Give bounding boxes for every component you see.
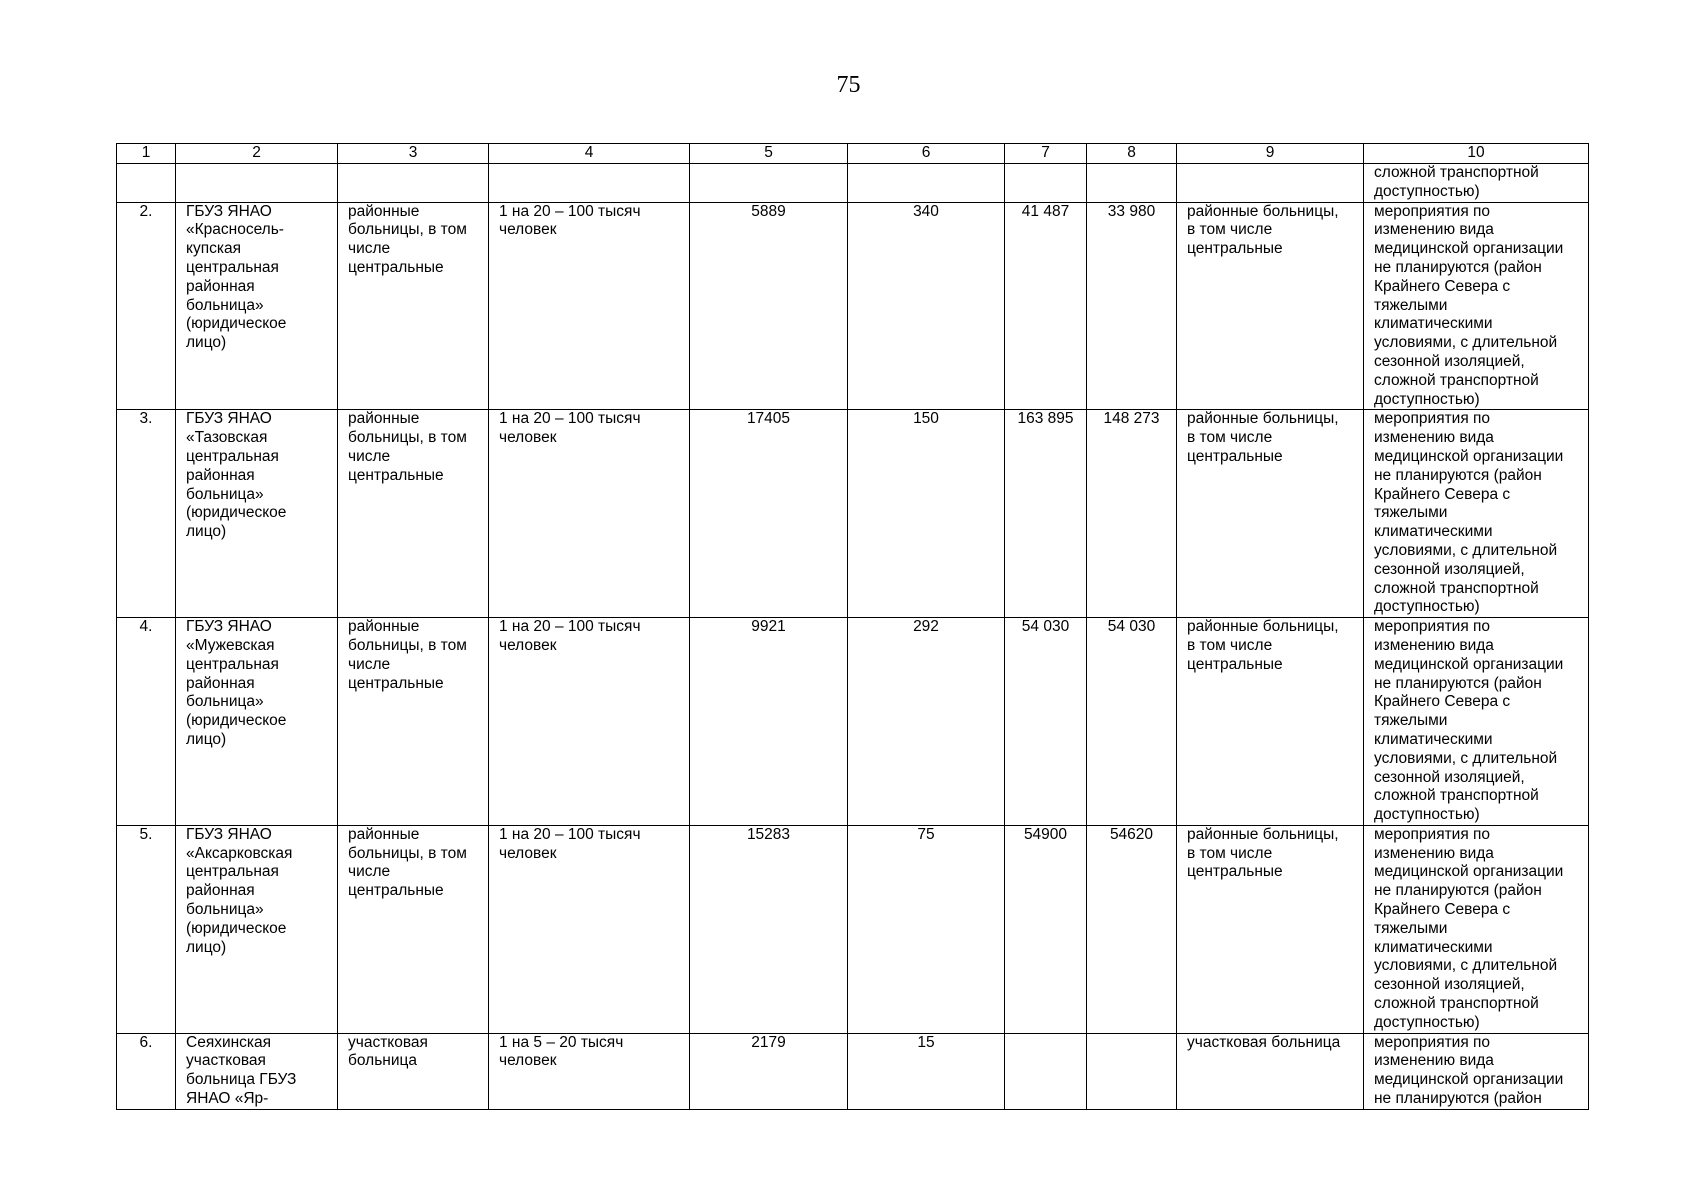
value-col6: 150: [848, 410, 1005, 618]
notes-cell: сложной транспортной доступностью): [1364, 164, 1589, 203]
column-header: 7: [1005, 144, 1087, 164]
row-number: 3.: [117, 410, 176, 618]
column-header: 5: [690, 144, 848, 164]
target-type: районные больницы, в том числе центральные: [1177, 410, 1364, 618]
column-header: 6: [848, 144, 1005, 164]
empty-cell: [690, 164, 848, 203]
organization-name: Сеяхинская участковая больница ГБУЗ ЯНАО «Яр-: [176, 1033, 338, 1109]
norm-cell: 1 на 5 – 20 тысяч человек: [489, 1033, 690, 1109]
column-header: 9: [1177, 144, 1364, 164]
value-col8: 54620: [1087, 825, 1177, 1033]
norm-cell: 1 на 20 – 100 тысяч человек: [489, 410, 690, 618]
page-number: 75: [836, 72, 861, 98]
notes-cell: мероприятия по изменению вида медицинской организации не планируются (район Крайнего Севера с тяжелыми климатическими условиями, с длительной сезонной изоляцией, сложной транспортной доступностью): [1364, 825, 1589, 1033]
empty-cell: [1087, 164, 1177, 203]
value-col6: 75: [848, 825, 1005, 1033]
continuation-row: [117, 164, 1589, 203]
organization-type: участковая больница: [338, 1033, 489, 1109]
hospital-table: [116, 143, 1589, 1110]
value-col8: 54 030: [1087, 618, 1177, 826]
value-col7: 54900: [1005, 825, 1087, 1033]
empty-cell: [176, 164, 338, 203]
column-header: 3: [338, 144, 489, 164]
column-header: 4: [489, 144, 690, 164]
column-header: 8: [1087, 144, 1177, 164]
target-type: районные больницы, в том числе центральные: [1177, 825, 1364, 1033]
column-number-row: [117, 144, 1589, 164]
norm-cell: 1 на 20 – 100 тысяч человек: [489, 618, 690, 826]
notes-cell: мероприятия по изменению вида медицинской организации не планируются (район Крайнего Севера с тяжелыми климатическими условиями, с длительной сезонной изоляцией, сложной транспортной доступностью): [1364, 618, 1589, 826]
value-col5: 5889: [690, 202, 848, 410]
row-number: 4.: [117, 618, 176, 826]
organization-type: районные больницы, в том числе центральные: [338, 825, 489, 1033]
organization-name: ГБУЗ ЯНАО «Аксарковская центральная районная больница» (юридическое лицо): [176, 825, 338, 1033]
table-row: [117, 1033, 1589, 1109]
norm-cell: 1 на 20 – 100 тысяч человек: [489, 825, 690, 1033]
column-header: 2: [176, 144, 338, 164]
organization-name: ГБУЗ ЯНАО «Красносель- купская центральная районная больница» (юридическое лицо): [176, 202, 338, 410]
organization-type: районные больницы, в том числе центральные: [338, 202, 489, 410]
value-col8: 148 273: [1087, 410, 1177, 618]
target-type: участковая больница: [1177, 1033, 1364, 1109]
value-col5: 9921: [690, 618, 848, 826]
table-row: [117, 825, 1589, 1033]
table-row: [117, 410, 1589, 618]
empty-cell: [848, 164, 1005, 203]
table-row: [117, 618, 1589, 826]
value-col7: [1005, 1033, 1087, 1109]
norm-cell: 1 на 20 – 100 тысяч человек: [489, 202, 690, 410]
organization-type: районные больницы, в том числе центральные: [338, 618, 489, 826]
empty-cell: [1177, 164, 1364, 203]
value-col6: 15: [848, 1033, 1005, 1109]
value-col5: 17405: [690, 410, 848, 618]
row-number: 2.: [117, 202, 176, 410]
row-number: 6.: [117, 1033, 176, 1109]
value-col7: 41 487: [1005, 202, 1087, 410]
empty-cell: [338, 164, 489, 203]
organization-name: ГБУЗ ЯНАО «Мужевская центральная районная больница» (юридическое лицо): [176, 618, 338, 826]
value-col6: 340: [848, 202, 1005, 410]
value-col6: 292: [848, 618, 1005, 826]
row-number: 5.: [117, 825, 176, 1033]
target-type: районные больницы, в том числе центральные: [1177, 202, 1364, 410]
organization-type: районные больницы, в том числе центральные: [338, 410, 489, 618]
organization-name: ГБУЗ ЯНАО «Тазовская центральная районная больница» (юридическое лицо): [176, 410, 338, 618]
table-row: [117, 202, 1589, 410]
value-col5: 15283: [690, 825, 848, 1033]
value-col7: 54 030: [1005, 618, 1087, 826]
notes-cell: мероприятия по изменению вида медицинской организации не планируются (район: [1364, 1033, 1589, 1109]
column-header: 1: [117, 144, 176, 164]
notes-cell: мероприятия по изменению вида медицинской организации не планируются (район Крайнего Севера с тяжелыми климатическими условиями, с длительной сезонной изоляцией, сложной транспортной доступностью): [1364, 410, 1589, 618]
empty-cell: [117, 164, 176, 203]
empty-cell: [1005, 164, 1087, 203]
empty-cell: [489, 164, 690, 203]
value-col5: 2179: [690, 1033, 848, 1109]
target-type: районные больницы, в том числе центральные: [1177, 618, 1364, 826]
value-col8: 33 980: [1087, 202, 1177, 410]
notes-cell: мероприятия по изменению вида медицинской организации не планируются (район Крайнего Севера с тяжелыми климатическими условиями, с длительной сезонной изоляцией, сложной транспортной доступностью): [1364, 202, 1589, 410]
value-col7: 163 895: [1005, 410, 1087, 618]
column-header: 10: [1364, 144, 1589, 164]
value-col8: [1087, 1033, 1177, 1109]
